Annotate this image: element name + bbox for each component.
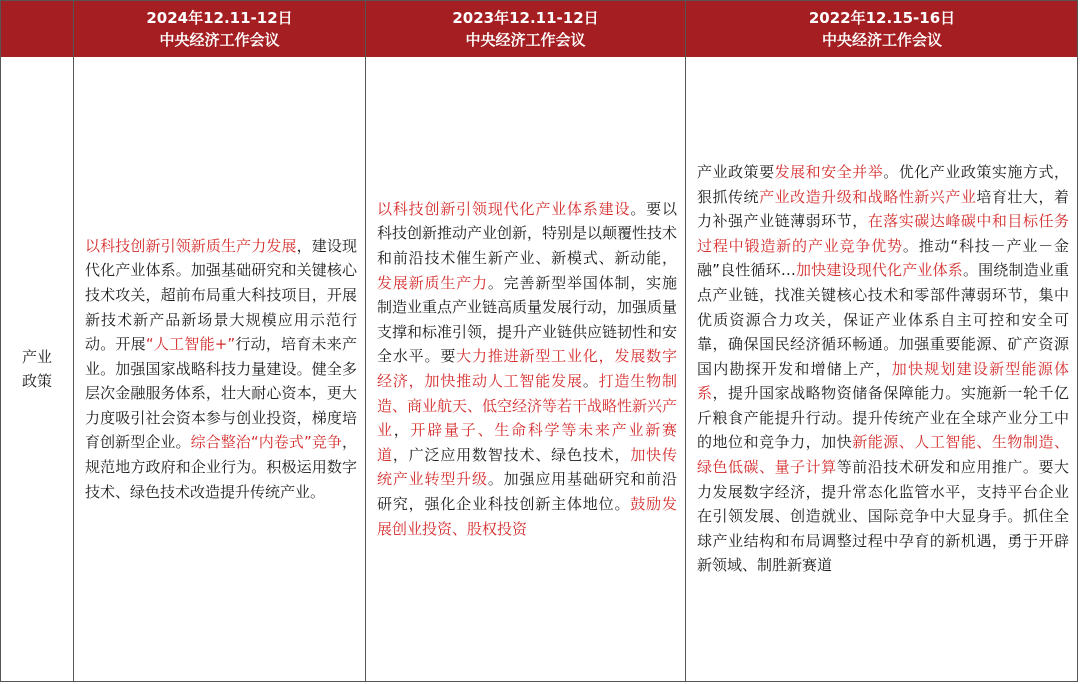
body-text: 。推动“科技－产业－金融”良性循环… [697, 236, 1069, 280]
highlighted-text: 发展和安全并举 [774, 162, 884, 181]
body-text: 。围绕制造业重点产业链，找准关键核心技术和零部件薄弱环节，集中优质资源合力攻关，保证产业体系自主可控和安全可靠，确保国民经济循环畅通。加强重要能源、矿产资源国内勘探开发和增储上产， [697, 261, 1069, 378]
body-text: 。优化产业政策实施方式，狠抓传统 [697, 162, 1069, 206]
row-label [1, 57, 73, 681]
highlighted-text: 产业改造升级和战略性新兴产业 [759, 187, 977, 206]
body-text: ，提升国家战略物资储备保障能力。实施新一轮千亿斤粮食产能提升行动。提升传统产业在全球产业分工中的地位和竞争力，加快 [697, 384, 1069, 452]
body-text: 。加强应用基础研究和前沿研究，强化企业科技创新主体地位。 [377, 470, 677, 513]
body-text: ， [393, 421, 411, 440]
cell-text-2022 [697, 160, 1069, 578]
highlighted-text: 新能源、人工智能、生物制造、绿色低碳、量子计算 [697, 433, 1069, 477]
row-label-line: 政策 [21, 372, 52, 390]
body-text: 。 [582, 372, 599, 390]
body-text: 等前沿技术研发和应用推广。要大力发展数字经济，提升常态化监管水平，支持平台企业在引领发展、创造就业、国际竞争中大显身手。抓住全球产业结构和布局调整过程中孕育的新机遇，勇于开辟新领域、制胜新赛道 [697, 458, 1069, 575]
cell-text-2024 [85, 234, 357, 505]
header-2022 [686, 1, 1078, 57]
highlighted-text: 以科技创新引领现代化产业体系建设 [377, 199, 631, 218]
body-text: ，规范地方政府和企业行为。积极运用数字技术、绿色技术改造提升传统产业。 [85, 433, 357, 501]
header-date: 2022年12.15-16日 [808, 9, 956, 27]
column-divider [685, 1, 686, 681]
body-text: 培育壮大，着力补强产业链薄弱环节， [697, 187, 1069, 231]
highlighted-text: 开辟量子、生命科学等未来产业新赛道 [377, 421, 677, 464]
column-divider [365, 1, 366, 681]
highlighted-text: 在落实碳达峰碳中和目标任务过程中锻造新的产业竞争优势 [697, 212, 1069, 255]
highlighted-text: 加快传统产业转型升级 [377, 445, 677, 489]
highlighted-text: 发展新质生产力 [377, 273, 488, 292]
cell-text-2023 [377, 197, 677, 541]
highlighted-text: 鼓励发展创业投资、股权投资 [377, 494, 677, 538]
body-text: 产业政策要 [697, 162, 775, 181]
cell-2023 [377, 57, 677, 681]
body-text: ，广泛应用数智技术、绿色技术， [392, 445, 631, 464]
highlighted-text: 综合整治“内卷式”竞争 [190, 433, 342, 452]
column-divider [73, 1, 74, 681]
highlighted-text: 大力推进新型工业化，发展数字经济，加快推动人工智能发展 [377, 347, 677, 390]
table-header [1, 1, 1077, 57]
row-label-line: 产业 [21, 348, 52, 366]
body-text: ，建设现代化产业体系。加强基础研究和关键核心技术攻关，超前布局重大科技项目，开展新技术新产品新场景大规模应用示范行动。开展 [85, 236, 357, 354]
highlighted-text: 加快建设现代化产业体系 [795, 261, 963, 280]
cell-2024 [85, 57, 357, 681]
body-text: 。完善新型举国体制，实施制造业重点产业链高质量发展行动，加强质量支撑和标准引领，提升产业链供应链韧性和安全水平。要 [377, 273, 678, 366]
body-text: 行动，培育未来产业。加强国家战略科技力量建设。健全多层次金融服务体系，壮大耐心资本，更大力度吸引社会资本参与创业投资，梯度培育创新型企业。 [85, 335, 357, 452]
cell-2022 [697, 57, 1069, 681]
body-text: 。要以科技创新推动产业创新，特别是以颠覆性技术和前沿技术催生新产业、新模式、新动能， [377, 199, 678, 268]
highlighted-text: 打造生物制造、商业航天、低空经济等若干战略性新兴产业 [377, 372, 678, 440]
header-title: 中央经济工作会议 [465, 31, 586, 49]
header-date: 2023年12.11-12日 [452, 9, 599, 27]
highlighted-text: 加快规划建设新型能源体系 [697, 359, 1069, 403]
header-title: 中央经济工作会议 [159, 31, 280, 49]
header-2023 [366, 1, 685, 57]
header-2024 [74, 1, 365, 57]
header-date: 2024年12.11-12日 [146, 9, 293, 27]
highlighted-text: 以科技创新引领新质生产力发展 [85, 236, 297, 255]
header-title: 中央经济工作会议 [821, 31, 942, 49]
highlighted-text: “人工智能+” [145, 335, 236, 354]
